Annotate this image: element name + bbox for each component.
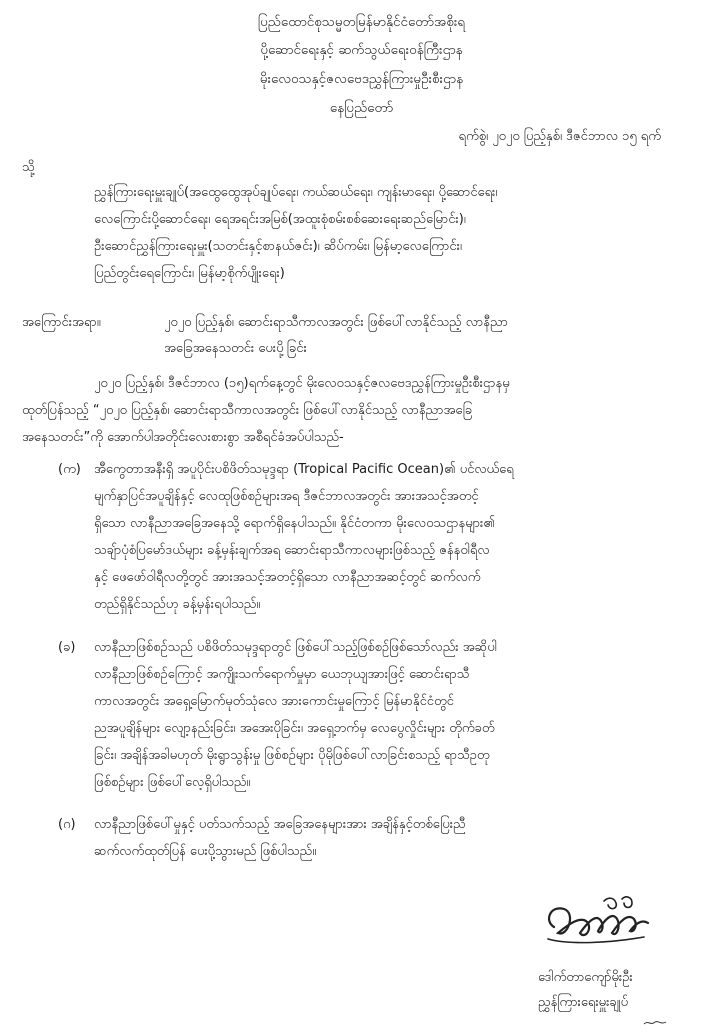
item-line: ဆက်လက်ထုတ်ပြန် ပေးပို့သွားမည် ဖြစ်ပါသည်။ [94,844,317,859]
item-line: နှင့် ဖေဖော်ဝါရီလတို့တွင် အားအသင့်အတင့်ရှိသော လာနီညာအဆင့်တွင် ဆက်လက် [94,570,481,585]
item-line: လာနီညာဖြစ်စဉ်ကြောင့် အကျိုးသက်ရောက်မှုမှာ ယေဘုယျအားဖြင့် ဆောင်းရာသီ [94,667,470,682]
item-mark: (က) [58,462,81,477]
to-label: သို့ [22,160,35,175]
item-line: သချ်ာပုံစံပြမော်ဒယ်များ ခန့်မှန်းချက်အရ ဆောင်းရာသီကာလများဖြစ်သည့် ဇန်နဝါရီလ [94,543,490,558]
signatory-title: ညွှန်ကြားရေးမှူးချုပ် [538,995,629,1010]
ministry-line: ပို့ဆောင်ရေးနှင့် ဆက်သွယ်ရေးဝန်ကြီးဌာန [260,42,463,58]
item-line: တည်ရှိနိုင်သည်ဟု ခန့်မှန်းရပါသည်။ [94,597,261,612]
item-mark: (ဂ) [58,817,76,832]
subject-line: ၂၀၂၀ ပြည့်နှစ်၊ ဆောင်းရာသီကာလအတွင်း ဖြစ်ပေါ်လာနိုင်သည့် လာနီညာ [164,315,508,330]
item-line: ခြင်း၊ အချိန်အခါမဟုတ် မိုးရွာသွန်းမှု ဖြစ်စဉ်များ ပိုမိုဖြစ်ပေါ်လာခြင်းစသည့် ရာသီဥတု [94,748,490,763]
gov-line: ပြည်ထောင်စုသမ္မတမြန်မာနိုင်ငံတော်အစိုးရ [257,14,466,30]
item-line: လာနီညာဖြစ်ပေါ်မှုနှင့် ပတ်သက်သည့် အခြေအနေများအား အချိန်နှင့်တစ်ပြေးညီ [94,817,466,832]
recipient-line: ဦးဆောင်ညွှန်ကြားရေးမှူး(သတင်းနှင့်စာနယ်ဇင်း)၊ ဆိပ်ကမ်း၊ မြန်မာ့လေကြောင်း၊ [94,239,462,254]
intro-line: အနေသတင်း”ကို အောက်ပါအတိုင်းလေးစားစွာ အစီရင်ခံအပ်ပါသည်- [22,430,344,445]
signature-mark [540,893,660,953]
item-line: ဖြစ်စဉ်များ ဖြစ်ပေါ်လေ့ရှိပါသည်။ [94,775,251,790]
initial-scribble [643,1019,667,1027]
intro-line: ၂၀၂၀ ပြည့်နှစ်၊ ဒီဇင်ဘာလ (၁၅)ရက်နေ့တွင် မိုးလေဝသနှင့်ဇလဗေဒညွှန်ကြားမှုဦးစီးဌာနမှ [94,376,510,391]
item-line: မျက်နှာပြင်အပူချိန်နှင့် လေထုဖြစ်စဉ်များအရ ဒီဇင်ဘာလအတွင်း အားအသင့်အတင့် [94,489,479,504]
recipient-line: လေကြောင်းပို့ဆောင်ရေး၊ ရေအရင်းအမြစ်(အထူးစုံစမ်းစစ်ဆေးရေးဆည်မြောင်း)၊ [94,212,466,227]
subject-line: အခြေအနေသတင်း ပေးပို့ခြင်း [164,341,307,356]
item-line: လာနီညာဖြစ်စဉ်သည် ပစိဖိတ်သမုဒ္ဒရာတွင် ဖြစ်ပေါ်သည့်ဖြစ်စဉ်ဖြစ်သော်လည်း အဆိုပါ [94,640,497,655]
item-line: ညအပူချိန်များ လျော့နည်းခြင်း၊ အအေးပိုခြင်း၊ အရှေ့ဘက်မှ လေပွေလှိုင်းများ တိုက်ခတ် [94,721,495,736]
signatory-name: ဒေါက်တာကျော်မိုးဦး [538,970,633,985]
city-line: နေပြည်တော် [329,100,394,116]
subject-label: အကြောင်းအရာ။ [22,315,101,330]
recipient-line: ညွှန်ကြားရေးမှူးချုပ်(အထွေထွေအုပ်ချုပ်ရေး၊ ကယ်ဆယ်ရေး၊ ကျန်းမာရေး၊ ပို့ဆောင်ရေး၊ [94,185,498,200]
intro-line: ထုတ်ပြန်သည့် “၂၀၂၀ ပြည့်နှစ်၊ ဆောင်းရာသီကာလအတွင်း ဖြစ်ပေါ်လာနိုင်သည့် လာနီညာအခြေ [22,403,473,418]
item-mark: (ခ) [58,640,76,655]
item-line: ရှိသော လာနီညာအခြေအနေသို့ ရောက်ရှိနေပါသည်။ နိုင်ငံတကာ မိုးလေဝသဌာနများ၏ [94,516,495,531]
item-line: ကာလအတွင်း အရှေ့မြောက်မုတ်သုံလေ အားကောင်းမှုကြောင့် မြန်မာနိုင်ငံတွင် [94,694,454,709]
recipient-line: ပြည်တွင်းရေကြောင်း၊ မြန်မာ့စိုက်ပျိုးရေး) [94,266,285,281]
department-line: မိုးလေဝသနှင့်ဇလဗေဒညွှန်ကြားမှုဦးစီးဌာန [259,71,464,87]
item-line: အီကွေတာအနီးရှိ အပူပိုင်းပစိဖိတ်သမုဒ္ဒရာ (Tropical Pacific Ocean)၏ ပင်လယ်ရေ [94,462,514,477]
date-line: ရက်စွဲ၊ ၂၀၂၀ ပြည့်နှစ်၊ ဒီဇင်ဘာလ ၁၅ ရက် [458,129,661,144]
